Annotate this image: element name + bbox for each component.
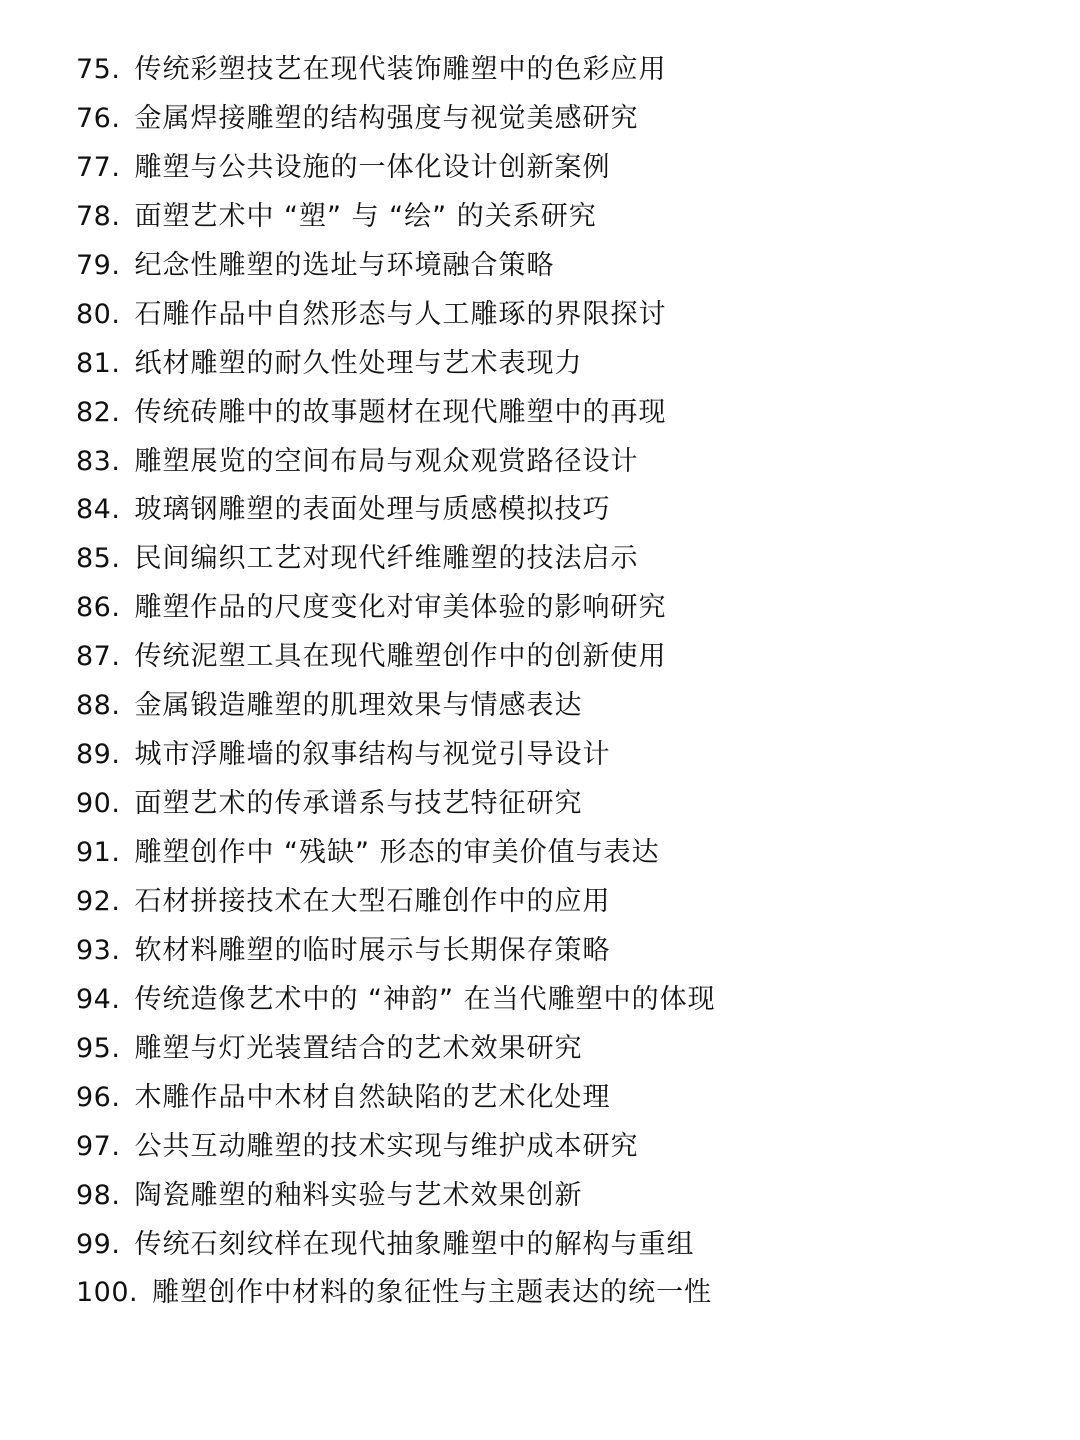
item-text: 雕塑与公共设施的一体化设计创新案例: [134, 151, 611, 183]
item-number: 99.: [76, 1228, 121, 1260]
list-item: [76, 976, 716, 1025]
item-number: 97.: [76, 1130, 121, 1162]
list-item: [76, 95, 716, 144]
item-number: 76.: [76, 102, 121, 134]
item-number: 86.: [76, 592, 121, 624]
item-number: 77.: [76, 151, 121, 183]
list-item: [76, 927, 716, 976]
item-number: 78.: [76, 200, 121, 232]
item-number: 83.: [76, 445, 121, 477]
item-text: 石材拼接技术在大型石雕创作中的应用: [134, 885, 611, 917]
item-text: 民间编织工艺对现代纤维雕塑的技法启示: [134, 543, 639, 575]
item-text: 金属焊接雕塑的结构强度与视觉美感研究: [134, 102, 639, 134]
item-text: 面塑艺术中 “塑” 与 “绘” 的关系研究: [134, 200, 597, 232]
list-item: [76, 780, 716, 829]
item-number: 90.: [76, 788, 121, 820]
list-item: [76, 1221, 716, 1270]
item-text: 雕塑作品的尺度变化对审美体验的影响研究: [134, 592, 667, 624]
item-number: 79.: [76, 249, 121, 281]
item-text: 纸材雕塑的耐久性处理与艺术表现力: [134, 347, 583, 379]
item-text: 玻璃钢雕塑的表面处理与质感模拟技巧: [134, 494, 611, 526]
item-text: 传统彩塑技艺在现代装饰雕塑中的色彩应用: [134, 54, 667, 85]
item-text: 传统砖雕中的故事题材在现代雕塑中的再现: [134, 396, 667, 428]
item-number: 93.: [76, 934, 121, 966]
list-item: [76, 1123, 716, 1172]
topic-list: [76, 46, 716, 1318]
item-number: 81.: [76, 347, 121, 379]
item-number: 100.: [76, 1277, 139, 1309]
item-number: 98.: [76, 1179, 121, 1211]
list-item: [76, 438, 716, 487]
item-number: 82.: [76, 396, 121, 428]
item-number: 87.: [76, 641, 121, 673]
list-item: [76, 486, 716, 535]
item-text: 传统泥塑工具在现代雕塑创作中的创新使用: [134, 641, 667, 673]
item-number: 94.: [76, 983, 121, 1015]
list-item: [76, 242, 716, 291]
item-number: 88.: [76, 690, 121, 722]
item-text: 金属锻造雕塑的肌理效果与情感表达: [134, 690, 583, 722]
item-number: 80.: [76, 298, 121, 330]
item-text: 纪念性雕塑的选址与环境融合策略: [134, 249, 555, 281]
list-item: [76, 682, 716, 731]
list-item: [76, 291, 716, 340]
item-text: 公共互动雕塑的技术实现与维护成本研究: [134, 1130, 639, 1162]
list-item: [76, 1074, 716, 1123]
list-item: [76, 878, 716, 927]
list-item: [76, 584, 716, 633]
item-number: 85.: [76, 543, 121, 575]
item-text: 陶瓷雕塑的釉料实验与艺术效果创新: [134, 1179, 583, 1211]
list-item: [76, 46, 716, 95]
list-item: [76, 829, 716, 878]
item-number: 91.: [76, 837, 121, 868]
item-number: 75.: [76, 54, 121, 85]
item-text: 传统造像艺术中的 “神韵” 在当代雕塑中的体现: [134, 983, 716, 1015]
item-number: 95.: [76, 1032, 121, 1064]
item-text: 传统石刻纹样在现代抽象雕塑中的解构与重组: [134, 1228, 695, 1260]
item-number: 89.: [76, 739, 121, 771]
item-text: 石雕作品中自然形态与人工雕琢的界限探讨: [134, 298, 667, 330]
list-item: [76, 731, 716, 780]
item-text: 雕塑创作中 “残缺” 形态的审美价值与表达: [134, 837, 660, 868]
list-item: [76, 340, 716, 389]
item-number: 92.: [76, 885, 121, 917]
list-item: [76, 1172, 716, 1221]
item-text: 雕塑展览的空间布局与观众观赏路径设计: [134, 445, 639, 477]
item-text: 软材料雕塑的临时展示与长期保存策略: [134, 934, 611, 966]
list-item: [76, 535, 716, 584]
item-text: 木雕作品中木材自然缺陷的艺术化处理: [134, 1081, 611, 1113]
item-number: 84.: [76, 494, 121, 526]
item-text: 面塑艺术的传承谱系与技艺特征研究: [134, 788, 583, 820]
item-text: 雕塑创作中材料的象征性与主题表达的统一性: [152, 1277, 713, 1309]
list-item: [76, 633, 716, 682]
list-item: [76, 1269, 716, 1318]
item-text: 城市浮雕墙的叙事结构与视觉引导设计: [134, 739, 611, 771]
item-text: 雕塑与灯光装置结合的艺术效果研究: [134, 1032, 583, 1064]
list-item: [76, 1025, 716, 1074]
item-number: 96.: [76, 1081, 121, 1113]
list-item: [76, 144, 716, 193]
list-item: [76, 193, 716, 242]
list-item: [76, 389, 716, 438]
